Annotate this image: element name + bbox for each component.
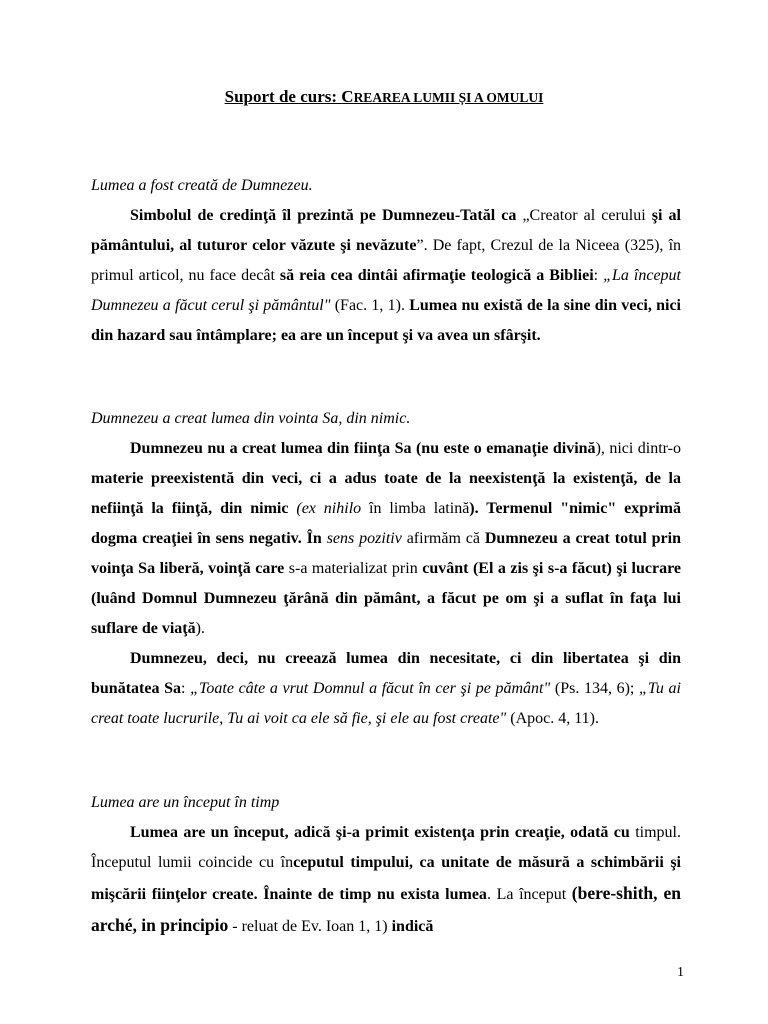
title-rest: REAREA LUMII ȘI A OMULUI <box>353 90 544 105</box>
text-run: ). Termenul "nimic" exprimă dogma creaţiei în sens negativ. În <box>91 500 682 547</box>
paragraph <box>91 818 681 942</box>
paragraph <box>91 434 681 644</box>
text-run: să reia cea dintâi afirmaţie teologică a Bibliei <box>279 267 594 284</box>
paragraph <box>91 201 681 351</box>
text-run: ceputul timpului, ca unitate de măsură a schimbării şi mişcării fiinţelor create. Înainte de timp nu exista lumea <box>91 854 681 903</box>
text-run: afirmăm că <box>401 530 485 547</box>
text-run: şi al pământului, al tuturor celor văzute şi nevăzute <box>91 207 681 254</box>
text-run: (Apoc. 4, 11). <box>506 710 599 727</box>
text-run: timpul. Începutul lumii coincide cu în <box>91 824 681 871</box>
text-run: ”. De fapt, Crezul de la Niceea (325), în primul articol, nu face decât <box>91 237 682 284</box>
section-body-1 <box>91 201 681 351</box>
text-run: „Creator al cerului <box>522 207 652 224</box>
text-run: Dumnezeu nu a creat lumea din fiinţa Sa (nu este o emanaţie divină <box>130 440 596 457</box>
text-run: cuvânt (El a zis şi s-a făcut) şi lucrare (luând Domnul Dumnezeu ţărână din pământ, a făcut pe om şi a suflat în faţa lui suflare de viaţă <box>91 560 682 637</box>
text-run: Dumnezeu, deci, nu creează lumea din necesitate, ci din libertatea şi din bunătatea Sa <box>91 650 681 697</box>
page-title <box>0 86 768 109</box>
text-run: : <box>180 680 191 697</box>
section-heading-3: Lumea are un început în timp <box>91 794 280 811</box>
section-body-3 <box>91 818 681 942</box>
text-run: ), nici dintr-o <box>595 440 682 457</box>
text-run: (ex nihilo <box>296 500 362 517</box>
text-run: Dumnezeu a creat totul prin voinţa Sa liberă, voinţă care <box>91 530 681 577</box>
text-run: - reluat de Ev. Ioan 1, 1) <box>228 918 392 935</box>
text-run: ). <box>195 620 205 637</box>
text-run: „La început Dumnezeu a făcut cerul şi pământul" <box>91 267 681 314</box>
text-run: . La început <box>486 886 572 903</box>
page-number: 1 <box>677 965 684 980</box>
text-run: Lumea nu există de la sine din veci, nici din hazard sau întâmplare; ea are un început şi va avea un sfârşit. <box>91 297 682 344</box>
section-body-2 <box>91 434 681 734</box>
text-run: (Ps. 134, 6); <box>550 680 639 697</box>
paragraph <box>91 644 681 734</box>
text-run: s-a materializat prin <box>284 560 423 577</box>
text-run: (bere-shith, en arché, in principio <box>91 883 682 935</box>
title-initial: C <box>341 87 354 106</box>
title-prefix: Suport de curs: <box>224 87 342 106</box>
section-heading-1: Lumea a fost creată de Dumnezeu. <box>91 177 313 194</box>
text-run: Simbolul de credinţă îl prezintă pe Dumnezeu-Tatăl ca <box>130 207 523 224</box>
text-run: indică <box>391 918 434 935</box>
text-run: în limba latină <box>361 500 470 517</box>
text-run: sens pozitiv <box>326 530 402 547</box>
text-run: „Toate câte a vrut Domnul a făcut în cer şi pe pământ" <box>190 680 551 697</box>
text-run: „Tu ai creat toate lucrurile, Tu ai voit ca ele să fie, şi ele au fost create" <box>91 680 681 727</box>
section-heading-2: Dumnezeu a creat lumea din vointa Sa, din nimic. <box>91 410 411 427</box>
text-run: : <box>593 267 604 284</box>
text-run: (Fac. 1, 1). <box>330 297 410 314</box>
text-run: materie preexistentă din veci, ci a adus toate de la neexistenţă la existenţă, de la nefiinţă la fiinţă, din nimic <box>91 470 681 517</box>
text-run: Lumea are un început, adică şi-a primit existenţa prin creaţie, odată cu <box>130 824 636 841</box>
